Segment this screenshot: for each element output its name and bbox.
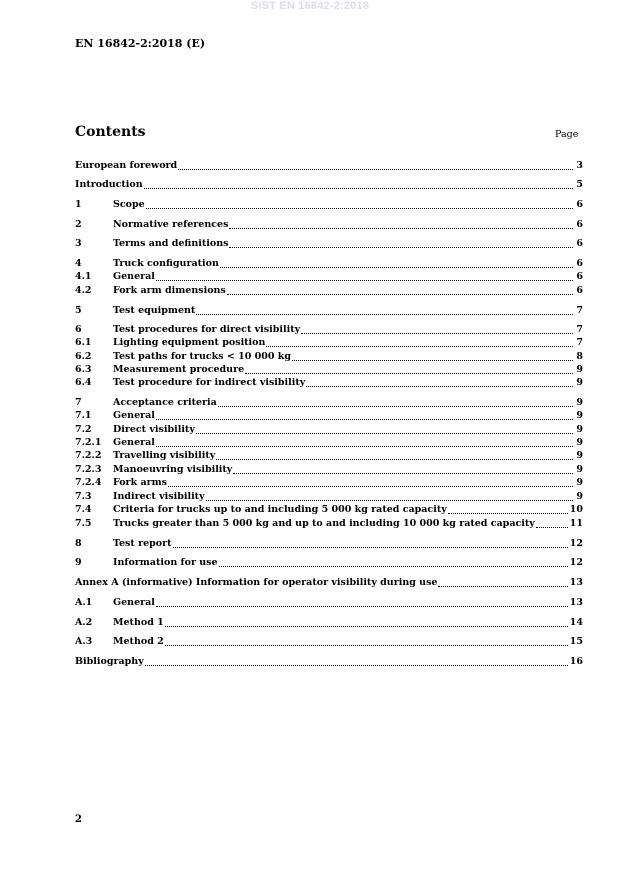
toc-entry-number: A.1	[75, 597, 93, 608]
toc-entry[interactable]	[75, 449, 583, 462]
toc-entry-title: Annex A (informative) Information for operator visibility during use	[75, 577, 438, 588]
toc-entry[interactable]	[75, 237, 583, 250]
toc-entry-page: 9	[576, 464, 583, 475]
toc-entry-page: 9	[576, 377, 583, 388]
toc-entry-page: 11	[569, 518, 583, 529]
toc-entry[interactable]	[75, 336, 583, 349]
toc-entry-title: Scope	[113, 199, 145, 210]
toc-entry[interactable]	[75, 556, 583, 569]
toc-dot-leader	[173, 547, 568, 548]
toc-entry[interactable]	[75, 655, 583, 668]
toc-entry-page: 9	[576, 364, 583, 375]
toc-entry[interactable]	[75, 270, 583, 283]
toc-dot-leader	[144, 188, 573, 189]
toc-entry-page: 6	[576, 285, 583, 296]
toc-entry-page: 8	[576, 351, 583, 362]
page-number: 2	[75, 814, 82, 825]
toc-entry[interactable]	[75, 363, 583, 376]
toc-entry-number: 8	[75, 538, 82, 549]
toc-entry-number: 5	[75, 305, 82, 316]
toc-entry-title: Trucks greater than 5 000 kg and up to and including 10 000 kg rated capacity	[113, 518, 535, 529]
toc-dot-leader	[292, 360, 573, 361]
toc-dot-leader	[219, 566, 568, 567]
toc-entry-title: General	[113, 597, 155, 608]
toc-entry-number: 6.1	[75, 337, 92, 348]
toc-entry[interactable]	[75, 463, 583, 476]
toc-entry-number: 6.4	[75, 377, 92, 388]
toc-entry-number: 7	[75, 397, 82, 408]
toc-entry-number: A.3	[75, 636, 93, 647]
toc-entry-title: Criteria for trucks up to and including 5 000 kg rated capacity	[113, 504, 447, 515]
toc-entry-number: 7.4	[75, 504, 92, 515]
toc-entry[interactable]	[75, 178, 583, 191]
toc-entry[interactable]	[75, 616, 583, 629]
toc-dot-leader	[145, 665, 568, 666]
toc-entry[interactable]	[75, 476, 583, 489]
toc-entry-page: 6	[576, 271, 583, 282]
toc-entry[interactable]	[75, 350, 583, 363]
toc-entry-title: Direct visibility	[113, 424, 195, 435]
toc-entry-page: 9	[576, 397, 583, 408]
toc-dot-leader	[206, 500, 573, 501]
toc-entry-number: 9	[75, 557, 82, 568]
toc-dot-leader	[233, 473, 573, 474]
toc-entry-number: 1	[75, 199, 82, 210]
toc-entry-page: 10	[569, 504, 583, 515]
toc-entry-number: 7.2	[75, 424, 92, 435]
toc-entry-title: Manoeuvring visibility	[113, 464, 233, 475]
toc-entry-number: 7.2.3	[75, 464, 102, 475]
toc-entry[interactable]	[75, 284, 583, 297]
toc-dot-leader	[301, 333, 573, 334]
toc-entry-title: General	[113, 271, 155, 282]
watermark: SIST EN 16842-2:2018	[250, 0, 370, 12]
toc-dot-leader	[178, 169, 573, 170]
toc-entry-page: 9	[576, 424, 583, 435]
toc-dot-leader	[165, 645, 568, 646]
toc-entry-page: 9	[576, 410, 583, 421]
toc-entry-title: Fork arm dimensions	[113, 285, 226, 296]
toc-entry-page: 7	[576, 337, 583, 348]
toc-entry[interactable]	[75, 396, 583, 409]
toc-entry-number: 2	[75, 219, 82, 230]
toc-entry[interactable]	[75, 304, 583, 317]
toc-entry-page: 6	[576, 199, 583, 210]
toc-entry-page: 13	[569, 597, 583, 608]
toc-entry[interactable]	[75, 409, 583, 422]
toc-entry-page: 3	[576, 160, 583, 171]
contents-title: Contents	[75, 124, 146, 140]
toc-entry-number: 6.3	[75, 364, 92, 375]
toc-entry-page: 7	[576, 305, 583, 316]
toc-entry-title: Acceptance criteria	[113, 397, 217, 408]
toc-dot-leader	[245, 373, 573, 374]
toc-entry-title: Method 1	[113, 617, 164, 628]
toc-entry-number: 3	[75, 238, 82, 249]
toc-entry[interactable]	[75, 436, 583, 449]
toc-entry-title: General	[113, 437, 155, 448]
toc-entry[interactable]	[75, 198, 583, 211]
toc-entry-page: 12	[569, 538, 583, 549]
toc-entry-title: Travelling visibility	[113, 450, 216, 461]
toc-dot-leader	[229, 228, 573, 229]
toc-entry[interactable]	[75, 503, 583, 516]
toc-entry-number: 4	[75, 258, 82, 269]
toc-entry-title: Bibliography	[75, 656, 144, 667]
toc-entry[interactable]	[75, 517, 583, 530]
toc-entry-page: 12	[569, 557, 583, 568]
toc-entry-number: 7.2.4	[75, 477, 102, 488]
toc-entry-page: 9	[576, 437, 583, 448]
toc-dot-leader	[156, 606, 568, 607]
toc-entry-page: 6	[576, 238, 583, 249]
document-id: EN 16842-2:2018 (E)	[75, 37, 206, 50]
toc-entry-page: 9	[576, 450, 583, 461]
toc-entry[interactable]	[75, 596, 583, 609]
toc-dot-leader	[448, 513, 568, 514]
toc-entry-title: General	[113, 410, 155, 421]
toc-entry-title: Terms and definitions	[113, 238, 229, 249]
toc-entry-title: Test procedure for indirect visibility	[113, 377, 306, 388]
toc-entry-page: 7	[576, 324, 583, 335]
toc-entry-title: Lighting equipment position	[113, 337, 266, 348]
toc-dot-leader	[156, 446, 573, 447]
toc-entry-title: Test procedures for direct visibility	[113, 324, 301, 335]
toc-entry-number: 7.5	[75, 518, 92, 529]
toc-dot-leader	[306, 386, 573, 387]
toc-dot-leader	[220, 267, 573, 268]
toc-entry-page: 15	[569, 636, 583, 647]
toc-entry-number: A.2	[75, 617, 93, 628]
toc-entry-page: 9	[576, 491, 583, 502]
toc-entry-page: 5	[576, 179, 583, 190]
toc-dot-leader	[196, 314, 573, 315]
toc-dot-leader	[536, 527, 568, 528]
toc-entry-title: Test report	[113, 538, 172, 549]
toc-entry[interactable]	[75, 218, 583, 231]
toc-entry-page: 6	[576, 219, 583, 230]
toc-entry-title: Method 2	[113, 636, 164, 647]
toc-dot-leader	[229, 247, 573, 248]
toc-entry-number: 4.2	[75, 285, 92, 296]
toc-entry-title: European foreword	[75, 160, 178, 171]
toc-entry-title: Test paths for trucks < 10 000 kg	[113, 351, 292, 362]
toc-entry-title: Fork arms	[113, 477, 168, 488]
toc-entry-title: Information for use	[113, 557, 218, 568]
toc-dot-leader	[165, 626, 568, 627]
toc-dot-leader	[227, 294, 573, 295]
toc-entry[interactable]	[75, 576, 583, 589]
toc-dot-leader	[266, 346, 573, 347]
toc-entry-title: Introduction	[75, 179, 143, 190]
toc-dot-leader	[196, 433, 573, 434]
toc-entry-number: 7.3	[75, 491, 92, 502]
toc-dot-leader	[146, 208, 573, 209]
toc-entry-title: Measurement procedure	[113, 364, 245, 375]
toc-entry[interactable]	[75, 159, 583, 172]
toc-dot-leader	[438, 586, 567, 587]
toc-entry-page: 6	[576, 258, 583, 269]
toc-entry-title: Indirect visibility	[113, 491, 205, 502]
toc-entry[interactable]	[75, 323, 583, 336]
toc-entry-number: 4.1	[75, 271, 92, 282]
toc-dot-leader	[156, 280, 573, 281]
toc-entry-title: Truck configuration	[113, 258, 219, 269]
toc-entry-title: Normative references	[113, 219, 229, 230]
toc-dot-leader	[156, 419, 573, 420]
toc-entry-title: Test equipment	[113, 305, 196, 316]
toc-entry-number: 7.1	[75, 410, 92, 421]
toc-entry-page: 13	[569, 577, 583, 588]
toc-entry-page: 14	[569, 617, 583, 628]
toc-dot-leader	[168, 486, 573, 487]
toc-entry[interactable]	[75, 490, 583, 503]
toc-entry-number: 6	[75, 324, 82, 335]
toc-dot-leader	[218, 406, 573, 407]
toc-entry[interactable]	[75, 537, 583, 550]
toc-entry-page: 9	[576, 477, 583, 488]
page-column-label: Page	[555, 129, 579, 140]
toc-entry[interactable]	[75, 257, 583, 270]
toc-entry[interactable]	[75, 423, 583, 436]
toc-entry-page: 16	[569, 656, 583, 667]
toc-entry-number: 6.2	[75, 351, 92, 362]
toc-entry[interactable]	[75, 376, 583, 389]
toc-entry[interactable]	[75, 635, 583, 648]
toc-entry-number: 7.2.1	[75, 437, 102, 448]
toc-entry-number: 7.2.2	[75, 450, 102, 461]
toc-dot-leader	[216, 459, 573, 460]
